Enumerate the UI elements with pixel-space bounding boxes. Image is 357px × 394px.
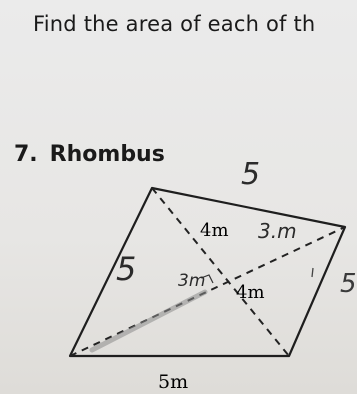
hand-label-lower-dashed: 3m <box>178 271 206 291</box>
instruction-text: Find the area of each of th <box>33 12 316 36</box>
hand-label-right-side: 5 <box>340 269 357 299</box>
diagonal-short <box>152 188 289 356</box>
problem-number: 7. <box>14 142 38 167</box>
pencil-tick <box>312 268 313 277</box>
diagonal-long <box>70 227 345 356</box>
label-upper-diagonal: 4m <box>200 220 229 241</box>
hand-label-left-side: 5 <box>116 250 137 288</box>
pencil-shading <box>92 292 205 350</box>
label-bottom-side: 5m <box>158 371 189 393</box>
hand-label-upper-dashed: 3.m <box>258 219 297 243</box>
hand-label-top-side: 5 <box>241 157 261 192</box>
problem-title: Rhombus <box>49 142 165 167</box>
label-lower-diagonal: 4m <box>236 282 265 303</box>
rhombus-outline <box>70 188 345 356</box>
